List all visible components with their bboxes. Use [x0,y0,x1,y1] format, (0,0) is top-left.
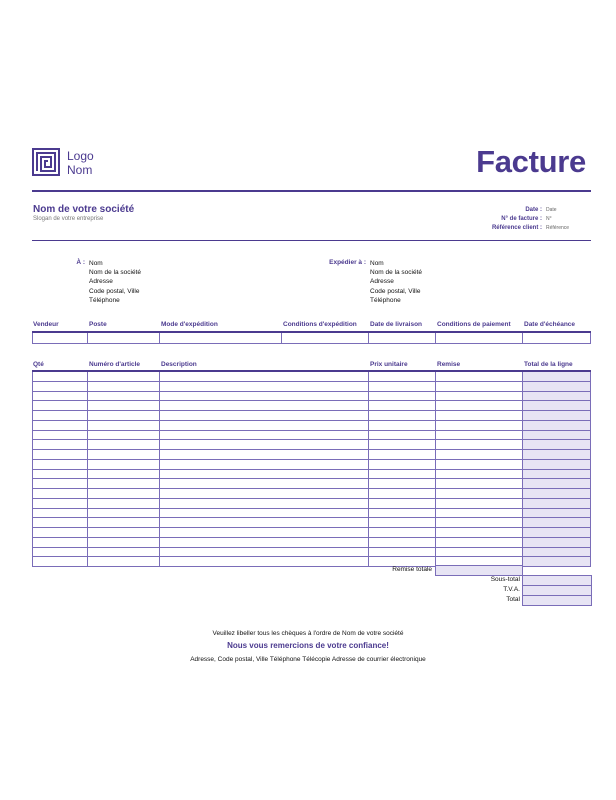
logo-line-1: Logo [67,149,94,163]
table-row [32,527,591,528]
meta-client-ref [492,225,576,231]
ship-header-vendeur: Vendeur [33,321,59,328]
item-header-article: Numéro d'article [89,361,141,368]
company-rule [32,240,591,241]
footer-contact: Adresse, Code postal, Ville Téléphone Télécopie Adresse de courrier électronique [190,656,426,663]
ship-header-date-livraison: Date de livraison [370,321,423,328]
ship-to-address [370,259,422,305]
table-row [32,498,591,499]
table-row [32,556,591,557]
total-label: Total [506,596,520,603]
invoice-title: Facture [476,144,586,179]
ship-to-line: Nom [370,260,384,267]
table-row [32,547,591,548]
company-slogan: Slogan de votre entreprise [33,216,104,222]
total-field[interactable] [522,595,592,606]
item-header-qty: Qté [33,361,44,368]
logo-icon [32,148,60,176]
table-row [32,537,591,538]
meta-client-ref-label: Référence client : [491,225,542,231]
logo-text [67,149,94,177]
total-discount-field[interactable] [435,565,523,576]
logo-line-2: Nom [67,163,93,177]
item-header-unit-price: Prix unitaire [370,361,408,368]
ship-header-date-echeance: Date d'échéance [524,321,576,328]
bill-to-address [89,259,141,305]
ship-header-conditions-expedition: Conditions d'expédition [283,321,357,328]
line-total-column [523,372,591,567]
shipping-table-row[interactable] [32,331,591,344]
bill-to-line: Adresse [89,278,113,286]
meta-invoice-number [501,216,576,222]
bill-to-label: À : [76,259,85,266]
bill-to-line: Code postal, Ville [89,287,140,295]
subtotal-label: Sous-total [490,576,520,583]
table-row [32,488,591,489]
bill-to-line: Nom [89,260,103,267]
table-row [32,459,591,460]
ship-header-mode: Mode d'expédition [161,321,218,328]
company-name: Nom de votre société [33,204,135,215]
meta-date [525,207,576,213]
table-row [32,381,591,382]
meta-date-value[interactable]: Date [546,207,557,213]
item-header-description: Description [161,361,197,368]
ship-header-poste: Poste [89,321,107,328]
meta-date-label: Date : [525,207,542,213]
thanks-message: Nous vous remercions de votre confiance! [227,641,389,650]
table-row [32,508,591,509]
ship-to-line: Code postal, Ville [370,287,421,295]
table-row [32,478,591,479]
table-row [32,430,591,431]
total-discount-label: Remise totale [392,566,432,573]
tax-label: T.V.A. [503,586,520,593]
header-rule [32,190,591,192]
ship-to-line: Téléphone [370,296,401,304]
bill-to-line: Nom de la société [89,269,142,277]
cheque-note: Veuillez libeller tous les chèques à l'ordre de Nom de votre société [212,630,404,637]
meta-client-ref-value[interactable]: Référence [546,225,570,231]
table-row [32,469,591,470]
meta-invoice-number-value[interactable]: N° [546,216,552,222]
table-row [32,391,591,392]
meta-invoice-number-label: N° de facture : [501,216,542,222]
items-table[interactable] [32,370,591,567]
table-row [32,449,591,450]
ship-to-label: Expédier à : [329,259,366,266]
bill-to-line: Téléphone [89,296,120,304]
ship-to-line: Nom de la société [370,269,423,277]
item-header-line-total: Total de la ligne [524,361,573,368]
ship-header-conditions-paiement: Conditions de paiement [437,321,511,328]
table-row [32,400,591,401]
table-row [32,420,591,421]
ship-to-line: Adresse [370,278,394,286]
table-row [32,439,591,440]
table-row [32,517,591,518]
item-header-discount: Remise [437,361,461,368]
table-row [32,410,591,411]
